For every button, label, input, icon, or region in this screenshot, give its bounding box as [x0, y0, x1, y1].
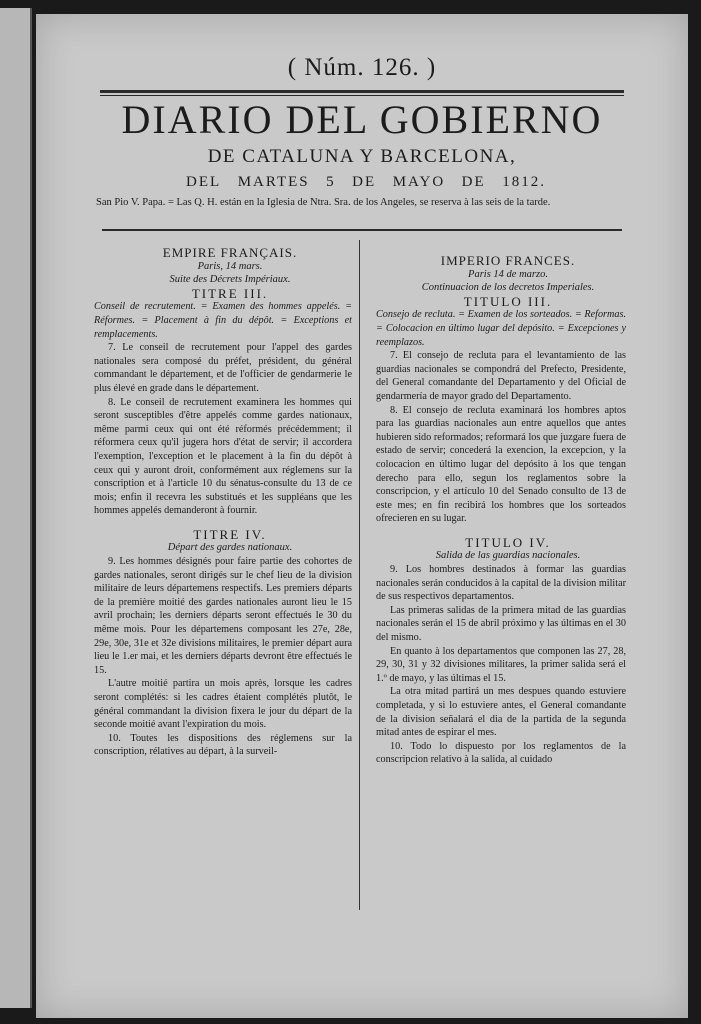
titulo-summary: Consejo de recluta. = Examen de los sorteados. = Reformas. = Colocacion en último lugar del depósito. = Excepciones y reemplazos. [376, 309, 626, 348]
article-paragraph: 10. Toutes les dispositions des réglemens sur la conscription, rélatives au départ, à la surveil- [94, 732, 352, 758]
section-header: EMPIRE FRANÇAIS. [162, 245, 298, 260]
article-paragraph: Las primeras salidas de la primera mitad de las guardias nacionales serán el 15 de abril próximo y las últimas en el 30 del mismo. [376, 604, 626, 644]
article-paragraph: 8. El consejo de recluta examinará los hombres aptos para las guardias nacionales aun entre aquellos que antes hubieren sido reformados; reformará los que juzgare fuera de estado de servir; concederá la exencion, la excepcion, y la colocacion en último lugar del depósito à los que tengan derecho para ello, segun los reglamentos sobre la conscripcion, y el artículo 10 del Senado consulto de 13 de este mes; en fin recibirá los hombres que los sorteados ofrecieren en su lugar. [376, 404, 626, 525]
masthead-title: DIARIO DEL GOBIERNO [121, 97, 603, 142]
place-date: Paris 14 de marzo. [468, 268, 548, 280]
article-paragraph: 9. Los hombres destinados à formar las guardias nacionales serán conducidos à la capital de la division militar de sus respectivos departamentos. [376, 564, 626, 603]
issue-number: ( Núm. 126. ) [287, 54, 437, 81]
newspaper-page [36, 14, 688, 1018]
continuation-line: Suite des Décrets Impériaux. [169, 274, 291, 286]
article-paragraph: 7. El consejo de recluta para el levantamiento de las guardias nacionales se compondrá del Prefecto, Presidente, del General comandante del Departamento y del Oficial de gendarmería de mayor grado del Departamento. [376, 350, 626, 402]
religious-notice: San Pio V. Papa. = Las Q. H. están en la Iglesia de Ntra. Sra. de los Angeles, se reserva à las seis de la tarde. [96, 197, 551, 208]
dateline [186, 174, 546, 191]
titre-summary: Conseil de recrutement. = Examen des hommes appelés. = Réformes. = Placement à fin du dépôt. = Exceptions et remplacements. [94, 301, 352, 340]
date-de: DE [352, 174, 377, 190]
french-column [94, 246, 352, 759]
titre-summary: Départ des gardes nationaux. [167, 542, 293, 554]
titulo-heading: TITULO III. [463, 293, 553, 309]
continuation-line: Continuacion de los decretos Imperiales. [421, 282, 595, 294]
article-paragraph: 10. Todo lo dispuesto por los reglamentos de la conscripcion relativo à la salida, al cuidado [376, 740, 626, 766]
titre-heading: TITRE IV. [193, 526, 267, 542]
titre-heading: TITRE III. [191, 285, 269, 301]
article-paragraph: 9. Les hommes désignés pour faire partie des cohortes de gardes nationales, seront dirigés sur le chef lieu de la division militaire de leurs départemens respectifs. Les premiers départs de la première moitié des gardes nationales auront lieu le 15 avril prochain; les derniers départs seront effectués le 30 du même mois. Pour les départemens composant les 27e, 28e, 29e, 30e, 31e et 32e divisions militaires, le premier départ aura lieu le 1.er mai, et les derniers départs devront être effectués le 15. [94, 556, 352, 676]
article-paragraph: L'autre moitié partira un mois après, lorsque les cadres seront complétés: si les cadres étaient complétés plutôt, le général commandant la division fixera le jour du départ de la seconde moitié avant l'expiration du mois. [94, 678, 352, 731]
section-header: IMPERIO FRANCES. [440, 253, 576, 268]
article-paragraph: 8. Le conseil de recrutement examinera les hommes qui seront susceptibles d'être appelés comme gardes nationaux, même parmi ceux qui ont été réformés précédemment; il réformera ceux qu'il jugera hors d'état de servir; il accordera l'exemption, l'exception et le placement à la fin du dépôt à ceux qui y auront droit, conformément aux réglemens sur la conscription et à l'article 10 du sénatus-consulte du 13 de ce mois; enfin il recevra les substitués et les suppléans que les hommes appelés demanderont à fournir. [94, 396, 352, 517]
article-paragraph: 7. Le conseil de recrutement pour l'appel des gardes nationales sera composé du préfet, président, du général commandant le département, et de l'officier de gendarmerie le plus élevé en grade dans le département. [94, 342, 352, 394]
date-day: 5 [326, 174, 336, 190]
date-month: MAYO [392, 174, 446, 190]
date-del: DEL [186, 174, 222, 190]
article-paragraph: La otra mitad partirá un mes despues quando estuviere completada, y si lo estuviere antes, el General comandante de la division señalará el dia de la partida de la segunda mitad antes de espirar el mes. [376, 686, 626, 739]
article-paragraph: En quanto à los departamentos que componen las 27, 28, 29, 30, 31 y 32 divisiones militares, la primer salida será el 1.º de mayo, y las últimas el 15. [376, 645, 626, 684]
spanish-column [376, 254, 626, 767]
titulo-heading: TITULO IV. [465, 534, 551, 550]
header-rule [102, 229, 622, 231]
column-divider [359, 240, 360, 910]
date-year: 1812. [502, 174, 546, 190]
place-date: Paris, 14 mars. [197, 260, 263, 272]
titulo-summary: Salida de las guardias nacionales. [435, 550, 581, 562]
facing-page-edge [0, 8, 32, 1008]
masthead-subtitle: DE CATALUNA Y BARCELONA, [207, 146, 517, 167]
date-de-2: DE [461, 174, 486, 190]
date-weekday: MARTES [237, 174, 310, 190]
